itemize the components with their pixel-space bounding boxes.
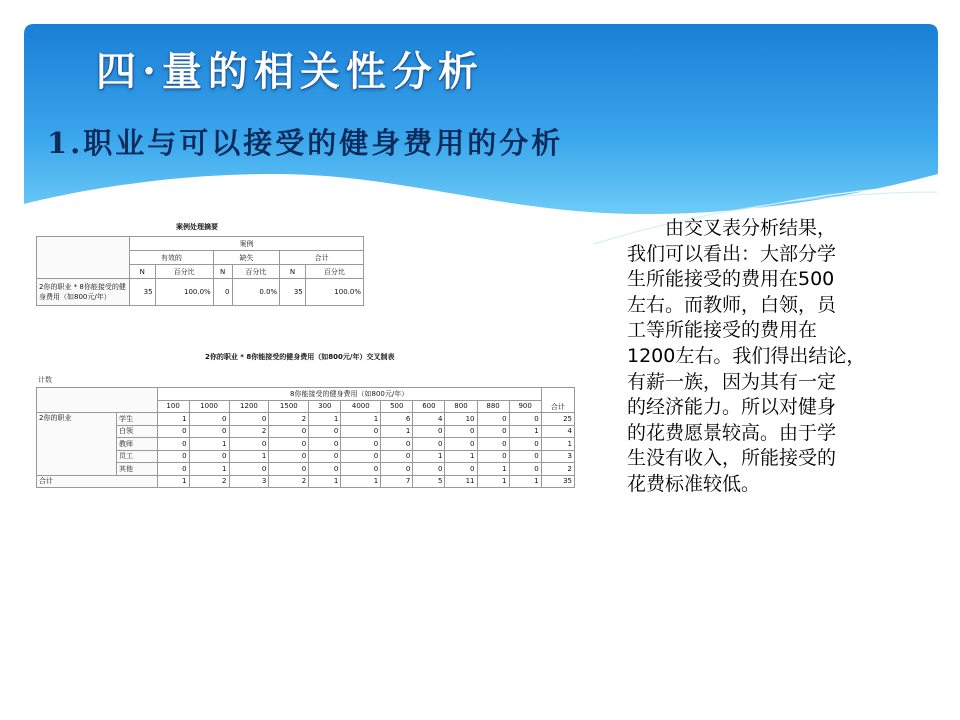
table2-cell: 1 [413,450,445,463]
table2-cell: 1 [445,450,477,463]
slide-subtitle: 1.职业与可以接受的健身费用的分析 [47,126,564,160]
table2-cell: 0 [229,463,269,476]
table2-cell: 0 [477,450,509,463]
table1-cell: 100.0% [155,279,213,306]
table2-cell: 2 [269,475,309,488]
table2-row-total: 4 [541,425,574,438]
table2-cell: 2 [189,475,229,488]
table2-cell: 0 [157,463,189,476]
table2-row-label: 其他 [116,463,157,476]
table1-sub-col: 百分比 [155,265,213,279]
table2-row-total: 3 [541,450,574,463]
table2-cell: 0 [189,425,229,438]
crosstab-table [36,387,575,488]
table2-cell: 0 [509,463,541,476]
slide-title: 四·量的相关性分析 [96,48,484,95]
table2-corner-cell [37,388,158,413]
table2-cell: 0 [189,413,229,426]
table2-cell: 0 [413,463,445,476]
table1-group-col: 合计 [280,251,364,265]
table2-cell: 0 [341,463,381,476]
table2-count-label: 计数 [38,376,52,384]
table2-col-header: 1200 [229,400,269,413]
table2-cell: 1 [189,438,229,451]
table2-cell: 0 [269,438,309,451]
analysis-line: 的经济能力。所以对健身 [627,396,837,419]
table2-col-header: 1500 [269,400,309,413]
table2-cell: 0 [341,450,381,463]
table2-row-var: 2你的职业 [37,413,117,476]
table2-row-total: 25 [541,413,574,426]
table2-cell: 0 [189,450,229,463]
table2-col-header: 800 [445,400,477,413]
table2-caption: 2你的职业 * 8你能接受的健身费用（如800元/年）交叉制表 [205,353,395,361]
table2-cell: 0 [381,438,413,451]
table2-row-label: 学生 [116,413,157,426]
table2-cell: 11 [445,475,477,488]
table2-cell: 1 [309,475,341,488]
table2-cell: 0 [509,413,541,426]
analysis-line: 花费标准较低。 [627,472,761,495]
table2-col-header: 4000 [341,400,381,413]
table2-cell: 0 [509,450,541,463]
table1-cell: 100.0% [305,279,363,306]
table2-cell: 0 [341,438,381,451]
table1-sub-col: 百分比 [232,265,280,279]
analysis-line: 生所能接受的费用在500 [627,268,835,291]
table2-cell: 10 [445,413,477,426]
table2-cell: 0 [269,463,309,476]
table1-caption: 案例处理摘要 [176,223,218,231]
table2-cell: 0 [157,438,189,451]
table2-cell: 0 [157,450,189,463]
table1-sub-col: N [130,265,156,279]
table2-cell: 0 [477,425,509,438]
table2-cell: 1 [189,463,229,476]
table1-sub-col: N [280,265,306,279]
table2-total-row [37,475,575,488]
table2-cell: 0 [269,425,309,438]
table2-cell: 0 [445,463,477,476]
table2-cell: 0 [381,450,413,463]
table2-cell: 1 [509,475,541,488]
table2-total-header: 合计 [541,388,574,413]
table2-col-header: 1000 [189,400,229,413]
table2-row-total: 2 [541,463,574,476]
table2-cell: 1 [309,413,341,426]
table1-sub-col: N [213,265,232,279]
table2-cell: 4 [413,413,445,426]
table2-cell: 1 [477,475,509,488]
table2-row-label: 教师 [116,438,157,451]
table1-cell: 0.0% [232,279,280,306]
table2-cell: 0 [445,438,477,451]
table2-cell: 0 [269,450,309,463]
table2-cell: 0 [229,438,269,451]
table2-col-header: 100 [157,400,189,413]
case-summary-table [36,236,364,306]
analysis-line: 有薪一族，因为其有一定 [627,370,837,393]
table2-total-label: 合计 [37,475,158,488]
table2-cell: 1 [341,413,381,426]
table2-row [37,438,575,451]
table2-cell: 1 [381,425,413,438]
table2-row-total: 1 [541,438,574,451]
analysis-line: 工等所能接受的费用在 [627,319,818,342]
table2-cell: 5 [413,475,445,488]
table2-row [37,413,575,426]
table2-col-header: 900 [509,400,541,413]
table2-cell: 0 [477,413,509,426]
table2-cell: 6 [381,413,413,426]
table2-col-header: 300 [309,400,341,413]
table2-cell: 0 [309,438,341,451]
table1-cell: 35 [280,279,306,306]
table2-cell: 0 [413,425,445,438]
table2-cell: 0 [477,438,509,451]
table2-row-label: 白领 [116,425,157,438]
table2-row-label: 员工 [116,450,157,463]
table2-cell: 1 [229,450,269,463]
analysis-line: 由交叉表分析结果， [665,217,837,239]
table2-cell: 0 [157,425,189,438]
table2-cell: 3 [229,475,269,488]
table1-sub-col: 百分比 [305,265,363,279]
table2-row [37,463,575,476]
table2-col-group-header: 8你能接受的健身费用（如800元/年） [157,388,541,401]
table2-cell: 1 [157,413,189,426]
table2-cell: 1 [509,425,541,438]
table2-cell: 0 [381,463,413,476]
table1-corner-cell [37,237,130,279]
table2-col-header: 600 [413,400,445,413]
table2-cell: 1 [477,463,509,476]
table2-row [37,425,575,438]
table1-group-header: 案例 [130,237,364,251]
table2-cell: 0 [309,463,341,476]
table2-cell: 0 [445,425,477,438]
analysis-line: 生没有收入，所能接受的 [627,447,837,470]
table1-cell: 35 [130,279,156,306]
table2-cell: 2 [269,413,309,426]
table2-cell: 0 [413,438,445,451]
analysis-line: 左右。而教师，白领，员 [627,293,837,316]
table1-group-col: 有效的 [130,251,214,265]
table1-cell: 0 [213,279,232,306]
table2-cell: 1 [341,475,381,488]
table2-cell: 0 [309,425,341,438]
analysis-text [627,216,927,498]
table1-group-col: 缺失 [213,251,280,265]
table2-cell: 7 [381,475,413,488]
analysis-line: 1200左右。我们得出结论， [627,344,866,367]
table2-row-total: 35 [541,475,574,488]
table2-cell: 0 [341,425,381,438]
table2-cell: 1 [157,475,189,488]
table2-col-header: 500 [381,400,413,413]
table2-cell: 2 [229,425,269,438]
table2-col-header: 880 [477,400,509,413]
table2-cell: 0 [309,450,341,463]
table2-cell: 0 [229,413,269,426]
table1-row-label: 2你的职业 * 8你能接受的健身费用（如800元/年） [37,279,130,306]
table2-cell: 0 [509,438,541,451]
analysis-line: 我们可以看出：大部分学 [627,242,837,265]
analysis-line: 的花费愿景较高。由于学 [627,421,837,444]
table2-row [37,450,575,463]
table2-body [37,413,575,488]
